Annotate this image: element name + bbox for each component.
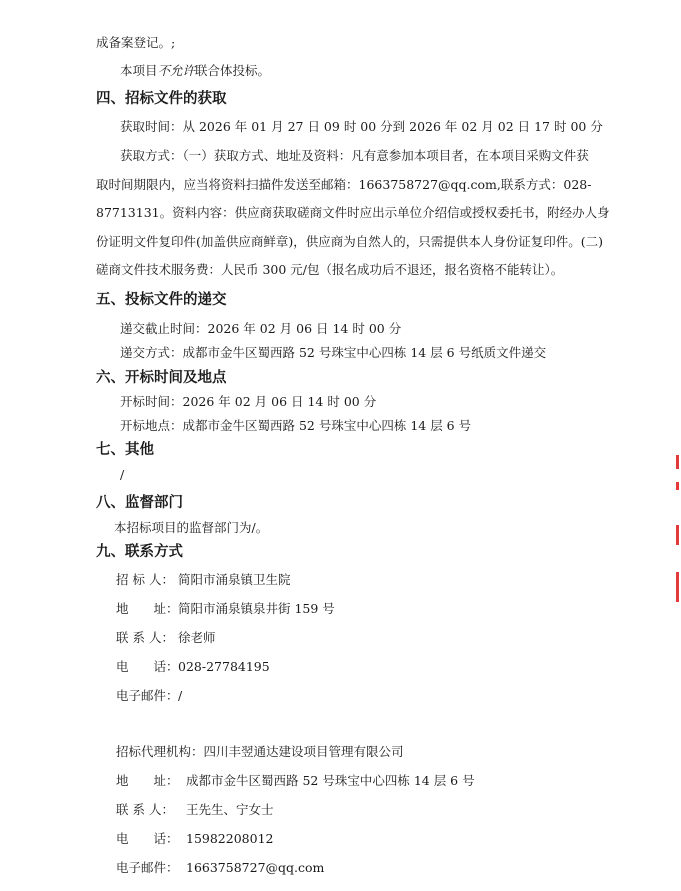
buyer-email-row [116,690,182,703]
contact-label: 电 话： [116,659,179,674]
agency-value: 四川丰翌通达建设项目管理有限公司 [203,744,404,759]
contact-label: 招 标 人： [116,572,174,587]
consortium-emphasis: 不允许 [157,63,196,78]
consortium-line [120,65,270,78]
section-4-method-line-1: 获取方式：（一）获取方式、地址及资料：凡有意参加本项目者，在本项目采购文件获 [120,148,589,163]
seal-edge-mark [676,572,679,602]
section-5-title: 五、投标文件的递交 [96,292,227,308]
section-6-place: 开标地点：成都市金牛区蜀西路 52 号珠宝中心四栋 14 层 6 号 [120,418,472,433]
agency-contact-row [116,804,274,817]
contact-value: 徐老师 [178,630,216,645]
contact-value: 简阳市涌泉镇泉井街 159 号 [178,601,335,616]
top-line: 成备案登记。; [96,35,176,50]
section-4-method-line-3: 87713131。资料内容：供应商获取磋商文件时应出示单位介绍信或授权委托书，附经办人身 [96,205,610,220]
contact-value: 028-27784195 [178,659,270,674]
seal-edge-mark [676,525,679,545]
section-5-method: 递交方式：成都市金牛区蜀西路 52 号珠宝中心四栋 14 层 6 号纸质文件递交 [120,345,547,360]
section-6-title: 六、开标时间及地点 [96,370,227,386]
contact-label: 电子邮件： [116,688,179,703]
section-4-method-line-2: 取时间期限内，应当将资料扫描件发送至邮箱：1663758727@qq.com,联系方式：028- [96,177,592,192]
contact-value: 15982208012 [186,831,274,846]
buyer-phone-row [116,661,270,674]
contact-value: 成都市金牛区蜀西路 52 号珠宝中心四栋 14 层 6 号 [186,773,475,788]
section-8-title: 八、监督部门 [96,495,183,511]
seal-edge-mark [676,455,679,469]
agency-phone-row [116,833,273,846]
section-6-time: 开标时间：2026 年 02 月 06 日 14 时 00 分 [120,394,377,409]
buyer-name-row [116,574,291,587]
agency-name-row [116,746,404,759]
seal-edge-mark [676,482,679,490]
section-7-title: 七、其他 [96,442,154,458]
contact-label: 地 址： [116,601,179,616]
contact-label: 电 话： [116,831,179,846]
section-4-method-line-5: 磋商文件技术服务费：人民币 300 元/包（报名成功后不退还，报名资格不能转让）。 [96,262,564,277]
contact-value: 1663758727@qq.com [186,860,325,875]
contact-value: / [178,688,183,703]
contact-label: 电子邮件： [116,860,179,875]
section-7-content: / [120,467,125,482]
section-8-content: 本招标项目的监督部门为/。 [114,520,269,535]
consortium-suffix: 联合体投标。 [195,63,271,78]
contact-label: 联 系 人： [116,630,174,645]
section-4-title: 四、招标文件的获取 [96,91,227,107]
contact-value: 王先生、宁女士 [186,802,274,817]
agency-label: 招标代理机构： [116,744,204,759]
contact-value: 简阳市涌泉镇卫生院 [178,572,291,587]
buyer-contact-row [116,632,216,645]
buyer-address-row [116,603,335,616]
contact-label: 联 系 人： [116,802,174,817]
section-9-title: 九、联系方式 [96,544,183,560]
contact-label: 地 址： [116,773,179,788]
agency-address-row [116,775,475,788]
consortium-prefix: 本项目 [120,63,158,78]
section-4-method-line-4: 份证明文件复印件(加盖供应商鲜章)，供应商为自然人的，只需提供本人身份证复印件。(二) [96,234,604,249]
section-5-deadline: 递交截止时间：2026 年 02 月 06 日 14 时 00 分 [120,321,402,336]
agency-email-row [116,862,324,875]
section-4-time: 获取时间：从 2026 年 01 月 27 日 09 时 00 分到 2026 年 02 月 02 日 17 时 00 分 [120,119,603,134]
